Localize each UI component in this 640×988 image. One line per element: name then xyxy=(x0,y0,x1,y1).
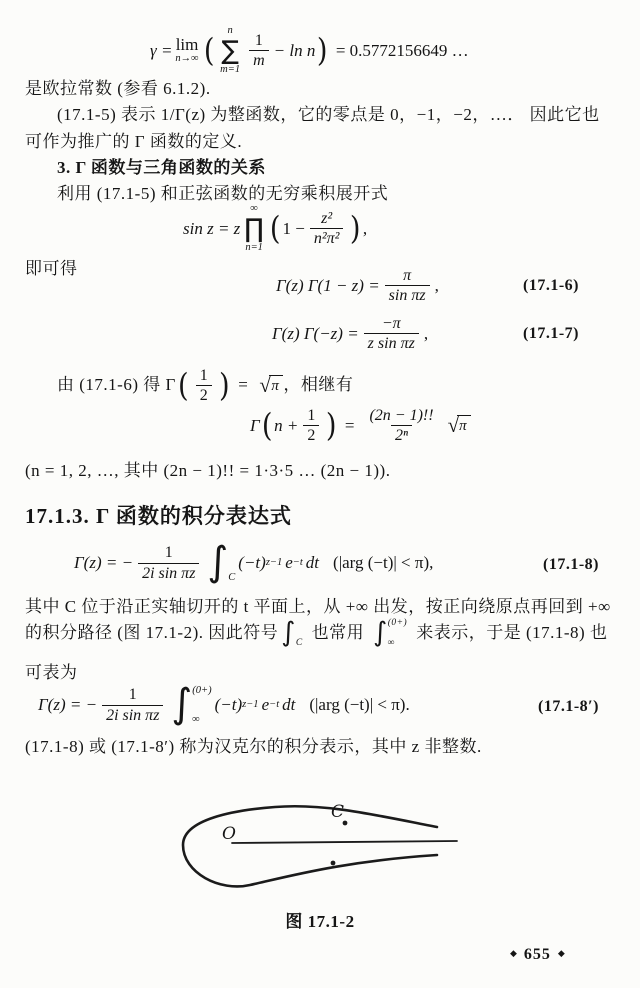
integral-lower-limit: C xyxy=(228,572,236,583)
formula-hankel-contour-0plus: Γ(z) = − $\frac{1}{\text{2i sin πz}}$ ∫ (0+) ∞ (−t) z−1 e −t dt (|arg (−t)| < π). xyxy=(38,681,410,727)
formula-reflection-17-1-6 xyxy=(276,266,439,305)
lim-label: lim xyxy=(175,35,199,55)
page-number xyxy=(510,946,565,964)
paragraph-contour-description-line2 xyxy=(25,618,613,648)
integral-limits xyxy=(388,618,408,648)
sigma-symbol: ∑ xyxy=(221,35,239,66)
contour-curve xyxy=(183,806,437,886)
sqrt-pi xyxy=(259,375,283,396)
radical-symbol: √ xyxy=(259,373,272,398)
integral-lower-limit: C xyxy=(295,638,303,648)
frac-denominator: 2 xyxy=(196,385,213,405)
radicand: π xyxy=(269,375,283,395)
paragraph-gamma-half xyxy=(57,366,353,405)
frac-numerator: 1 xyxy=(254,31,263,49)
gamma-half-pre: 由 (17.1-6) 得 Γ xyxy=(57,375,176,395)
integral-upper-limit: (0+) xyxy=(387,618,408,628)
frac-denominator: 2i sin πz xyxy=(138,563,199,583)
radicand: π xyxy=(457,415,471,435)
integral-lower-limit: ∞ xyxy=(192,714,200,725)
frac-denominator: 2ⁿ xyxy=(391,425,412,445)
fraction-one-over-m xyxy=(249,31,269,70)
fraction-z2-n2pi2 xyxy=(310,209,344,248)
fraction-pi-sin xyxy=(385,266,430,305)
integral-symbol: ∫ xyxy=(207,539,229,585)
subsection-heading-trig-relation: 3. Γ 函数与三角函数的关系 xyxy=(57,158,266,177)
paragraph-double-factorial-note: (n = 1, 2, …, 其中 (2n − 1)!! = 1·3·5 … (2n − 1)). xyxy=(25,461,391,480)
integral-upper-limit xyxy=(228,542,235,555)
right-paren: ) xyxy=(350,208,361,247)
summation-operator xyxy=(220,26,240,75)
frac-numerator: (2n − 1)!! xyxy=(369,407,434,424)
euler-constant-value: = 0.5772156649 … xyxy=(335,40,469,60)
sine-lhs: sin z = z xyxy=(183,218,241,238)
section-heading-17-1-3: 17.1.3. Γ 函数的积分表达式 xyxy=(25,504,292,528)
integral-symbol: ∫ xyxy=(373,617,388,649)
frac-denominator: z sin πz xyxy=(364,333,419,353)
formula-sine-product xyxy=(183,204,367,253)
lim-subscript: n→∞ xyxy=(175,53,199,65)
eq7-lhs: Γ(z) Γ(−z) = xyxy=(272,323,359,343)
pi-product-symbol: ∏ xyxy=(244,213,264,244)
fraction-double-factorial xyxy=(365,406,437,445)
left-paren: ( xyxy=(177,365,189,404)
formula-euler-constant xyxy=(150,26,475,75)
prod-lower-limit: n=1 xyxy=(245,241,263,253)
frac-numerator: 1 xyxy=(199,367,209,384)
eq8-lhs: Γ(z) = − xyxy=(74,553,134,572)
left-paren: ( xyxy=(261,405,273,444)
frac-denominator: 2i sin πz xyxy=(102,705,163,725)
right-paren: ) xyxy=(219,365,231,404)
frac-numerator: π xyxy=(403,267,412,284)
formula-hankel-contour-C: Γ(z) = − $\frac{1}{\text{2i sin πz}}$ ∫ C (−t) z−1 e −t dt (|arg (−t)| < π), xyxy=(74,539,434,585)
paragraph-entire-function-line2: 可作为推广的 Γ 函数的定义. xyxy=(25,132,243,151)
frac-denominator: sin πz xyxy=(385,285,430,305)
equation-number-17-1-8: (17.1-8) xyxy=(543,556,599,573)
integral-symbol: ∫ xyxy=(171,681,193,727)
formula-reflection-17-1-7 xyxy=(272,314,428,353)
left-paren: ( xyxy=(203,30,215,69)
branch-cut-line xyxy=(232,841,457,843)
paragraph-sine-product-intro: 利用 (17.1-5) 和正弦函数的无穷乘积展开式 xyxy=(57,184,389,203)
direction-dot-lower xyxy=(331,861,336,866)
paragraph-can-be-written: 可表为 xyxy=(25,663,78,682)
integral-limits xyxy=(228,542,235,584)
fraction-coefficient xyxy=(138,543,199,582)
trailing-comma: , xyxy=(423,323,429,343)
eq6-lhs: Γ(z) Γ(1 − z) = xyxy=(276,275,380,295)
frac-numerator: 1 xyxy=(164,544,173,562)
origin-label: O xyxy=(222,824,236,844)
equals-sign: = xyxy=(238,375,249,395)
paragraph-thus-obtain: 即可得 xyxy=(25,259,78,278)
differential-dt: dt xyxy=(305,553,320,572)
sum-upper-limit: n xyxy=(227,25,233,36)
formula-gamma-n-plus-half xyxy=(250,406,471,445)
integrand-base: (−t) xyxy=(214,695,243,714)
right-paren: ) xyxy=(317,30,328,69)
gamma-half-post: ，相继有 xyxy=(283,375,354,395)
inline-integral-0plus xyxy=(373,618,407,648)
arg-condition: (|arg (−t)| < π). xyxy=(309,695,410,714)
page-number-value: 655 xyxy=(523,946,551,963)
contour-line2-mid: 也常用 xyxy=(311,622,365,642)
integral-symbol: ∫ xyxy=(281,617,296,649)
sum-lower-limit: m=1 xyxy=(220,63,241,75)
contour-line2-post: 来表示，于是 (17.1-8) 也 xyxy=(416,622,608,642)
product-operator xyxy=(244,204,264,253)
equation-number-17-1-7: (17.1-7) xyxy=(523,325,579,342)
one-minus: 1 − xyxy=(282,218,305,238)
e-symbol: e xyxy=(285,553,293,572)
integral-limits xyxy=(296,618,303,648)
frac-numerator: −π xyxy=(381,315,401,332)
n-plus: n + xyxy=(274,415,299,435)
frac-numerator: 1 xyxy=(128,686,137,704)
page-number-left-mark: ◆ xyxy=(510,948,517,958)
arg-condition: (|arg (−t)| < π), xyxy=(333,553,434,572)
hankel-contour-drawing xyxy=(175,797,465,897)
fraction-coefficient xyxy=(102,685,163,724)
frac-denominator: 2 xyxy=(303,425,319,445)
eq8p-lhs: Γ(z) = − xyxy=(38,695,98,714)
equation-number-17-1-8-prime: (17.1-8′) xyxy=(538,698,599,715)
frac-numerator: z² xyxy=(321,209,333,227)
equals-sign: = xyxy=(344,415,355,435)
differential-dt: dt xyxy=(282,695,296,714)
left-paren: ( xyxy=(269,208,281,247)
gamma-symbol: γ = xyxy=(150,40,173,60)
paragraph-hankel-name: (17.1-8) 或 (17.1-8′) 称为汉克尔的积分表示，其中 z 非整数. xyxy=(25,737,482,756)
paragraph-contour-description-line1: 其中 C 位于沿正实轴切开的 t 平面上，从 +∞ 出发，按正向绕原点再回到 +∞ xyxy=(25,597,611,616)
e-symbol: e xyxy=(261,695,270,714)
contour-line2-pre: 的积分路径 (图 17.1-2). 因此符号 xyxy=(25,622,279,642)
right-paren: ) xyxy=(326,405,337,444)
integral-upper-limit xyxy=(296,618,303,628)
contour-label: C xyxy=(331,802,345,822)
trailing-comma: , xyxy=(362,218,368,238)
inline-integral-C xyxy=(281,618,302,648)
integral-limits xyxy=(192,684,211,726)
equation-number-17-1-6: (17.1-6) xyxy=(523,277,579,294)
paragraph-euler-note: 是欧拉常数 (参看 6.1.2). xyxy=(25,79,211,98)
figure-hankel-contour xyxy=(175,797,465,902)
fraction-one-half xyxy=(303,406,319,445)
trailing-comma: , xyxy=(434,275,439,295)
fraction-negpi-zsin xyxy=(364,314,419,353)
figure-caption: 图 17.1-2 xyxy=(285,912,355,931)
prod-upper-limit: ∞ xyxy=(250,203,258,214)
limit-operator xyxy=(175,36,198,65)
integral-lower-limit: ∞ xyxy=(387,638,396,648)
frac-denominator: n²π² xyxy=(310,228,344,248)
page-number-right-mark: ◆ xyxy=(557,948,565,958)
gamma-symbol: Γ xyxy=(250,415,260,435)
integral-upper-limit: (0+) xyxy=(192,685,212,696)
paragraph-entire-function-line1: (17.1-5) 表示 1/Γ(z) 为整函数，它的零点是 0，−1，−2，…． 因此它也 xyxy=(57,105,600,124)
contour-integral-C xyxy=(207,539,236,585)
radical-symbol: √ xyxy=(447,413,460,438)
contour-integral-0plus xyxy=(171,681,212,727)
frac-denominator: m xyxy=(249,50,269,70)
fraction-one-half xyxy=(196,366,213,405)
minus-ln-n: − ln n xyxy=(273,40,316,60)
frac-numerator: 1 xyxy=(307,407,316,424)
sqrt-pi xyxy=(448,415,471,436)
integrand-base: (−t) xyxy=(238,553,266,572)
